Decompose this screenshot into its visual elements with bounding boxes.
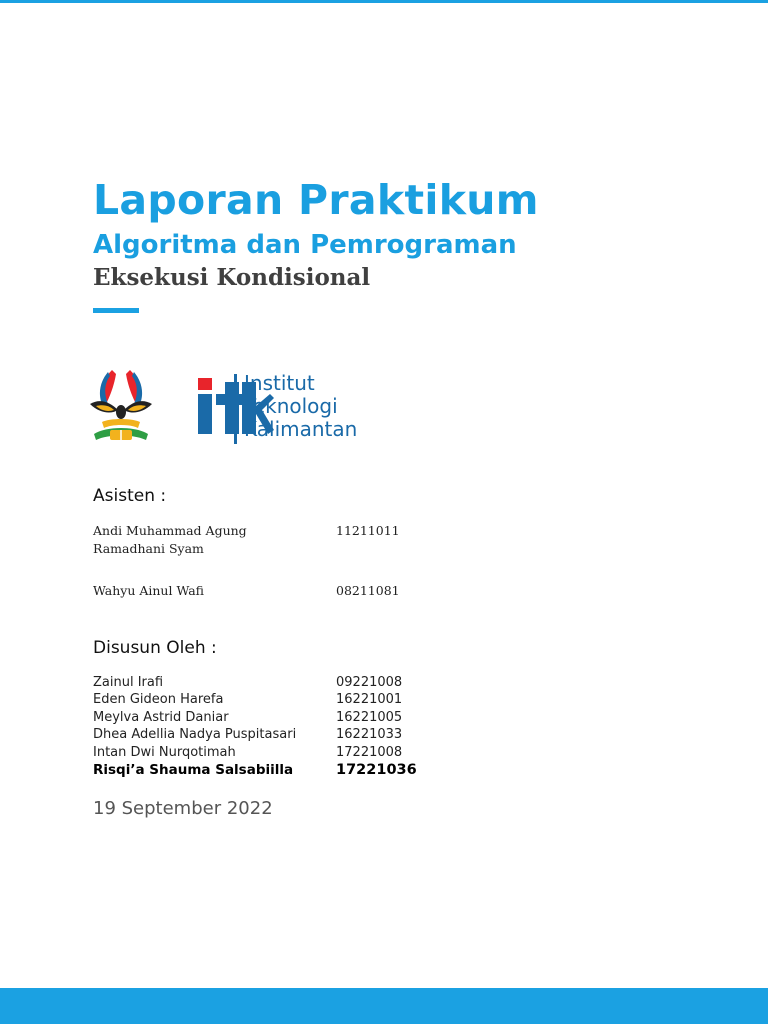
author-row bbox=[93, 691, 433, 709]
document-title: Laporan Praktikum bbox=[93, 176, 539, 224]
author-row bbox=[93, 761, 433, 779]
assistant-name-line: Ramadhani Syam bbox=[93, 541, 204, 556]
title-accent-line bbox=[93, 308, 139, 313]
author-name: Dhea Adellia Nadya Puspitasari bbox=[93, 727, 297, 742]
author-id: 17221008 bbox=[336, 745, 403, 760]
author-id: 09221008 bbox=[336, 675, 403, 690]
authors-heading: Disusun Oleh : bbox=[93, 638, 217, 658]
author-row bbox=[93, 744, 433, 762]
author-row bbox=[93, 674, 433, 692]
author-name: Zainul Irafi bbox=[93, 675, 164, 690]
author-id: 16221005 bbox=[336, 710, 403, 725]
assistant-name-line: Andi Muhammad Agung bbox=[93, 523, 247, 538]
institution-name bbox=[244, 372, 357, 441]
assistant-name-line: Wahyu Ainul Wafi bbox=[93, 583, 204, 598]
document-subtitle: Algoritma dan Pemrograman bbox=[93, 230, 517, 260]
logo-divider bbox=[234, 374, 237, 444]
top-accent-bar bbox=[0, 0, 768, 3]
institution-line: Institut bbox=[244, 371, 315, 395]
institution-line: Teknologi bbox=[244, 394, 338, 418]
author-row bbox=[93, 709, 433, 727]
document-topic: Eksekusi Kondisional bbox=[93, 264, 371, 291]
author-name: Intan Dwi Nurqotimah bbox=[93, 745, 236, 760]
author-id: 17221036 bbox=[336, 762, 417, 778]
author-id: 16221001 bbox=[336, 692, 403, 707]
author-row bbox=[93, 726, 433, 744]
author-name: Risqi’a Shauma Salsabiilla bbox=[93, 762, 294, 778]
author-id: 16221033 bbox=[336, 727, 403, 742]
assistant-id: 11211011 bbox=[336, 523, 400, 538]
assistant-name bbox=[93, 582, 313, 600]
institution-logo bbox=[88, 362, 378, 452]
assistant-name bbox=[93, 522, 313, 558]
author-name: Eden Gideon Harefa bbox=[93, 692, 224, 707]
document-date: 19 September 2022 bbox=[93, 798, 273, 819]
assistants-heading: Asisten : bbox=[93, 486, 167, 506]
bottom-accent-bar bbox=[0, 988, 768, 1024]
assistant-id: 08211081 bbox=[336, 583, 400, 598]
author-name: Meylva Astrid Daniar bbox=[93, 710, 229, 725]
itk-emblem-icon bbox=[88, 364, 154, 450]
institution-line: Kalimantan bbox=[244, 417, 358, 441]
